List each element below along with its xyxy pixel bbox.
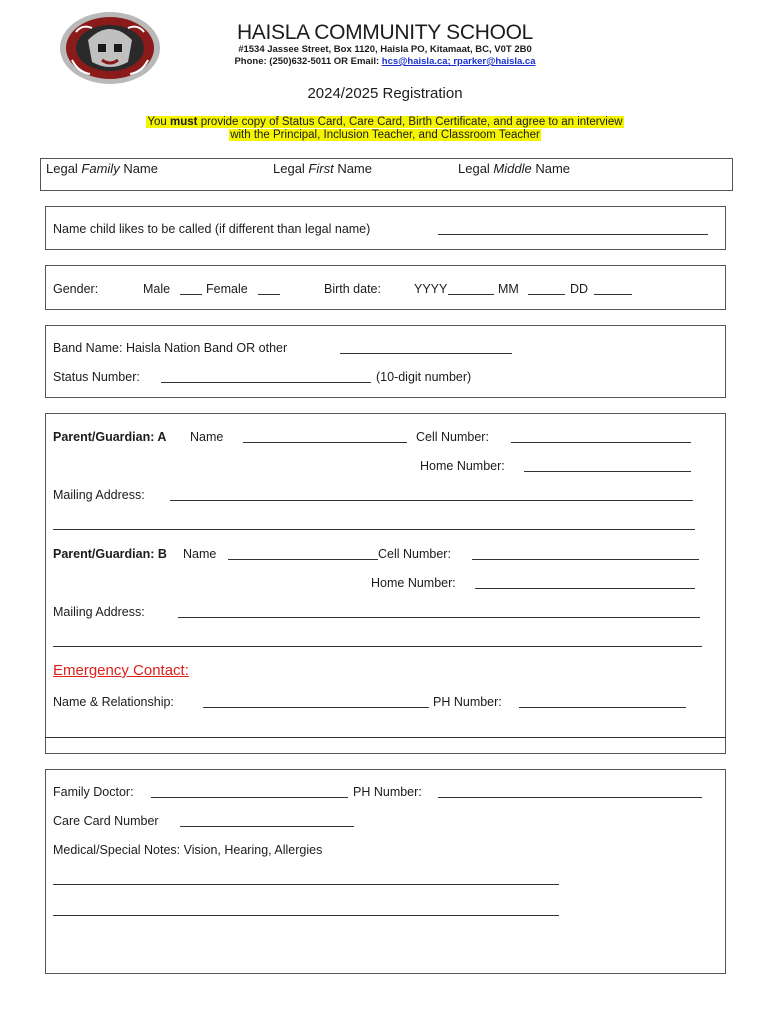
month-label: MM bbox=[498, 282, 519, 296]
guardian-b-mailing-field-2[interactable] bbox=[53, 646, 702, 647]
guardian-b-name-field[interactable] bbox=[228, 559, 378, 560]
emergency-relationship-label: Name & Relationship: bbox=[53, 695, 174, 709]
status-number-hint: (10-digit number) bbox=[376, 370, 472, 384]
emergency-relationship-field[interactable] bbox=[203, 707, 429, 708]
legal-first-name-label[interactable]: Legal First Name bbox=[273, 161, 372, 176]
medical-notes-field-1[interactable] bbox=[53, 884, 559, 885]
family-doctor-field[interactable] bbox=[151, 797, 348, 798]
guardian-b-cell-field[interactable] bbox=[472, 559, 699, 560]
school-address: #1534 Jassee Street, Box 1120, Haisla PO, Kitamaat, BC, V0T 2B0 bbox=[238, 44, 532, 55]
care-card-field[interactable] bbox=[180, 826, 354, 827]
preferred-name-label: Name child likes to be called (if different than legal name) bbox=[53, 222, 371, 236]
male-label: Male bbox=[143, 282, 171, 296]
guardian-a-home-field[interactable] bbox=[524, 471, 691, 472]
band-name-field[interactable] bbox=[340, 353, 512, 354]
medical-notes-field-2[interactable] bbox=[53, 915, 559, 916]
guardian-b-cell-label: Cell Number: bbox=[378, 547, 451, 561]
guardian-a-mailing-field-2[interactable] bbox=[53, 529, 695, 530]
guardian-b-home-field[interactable] bbox=[475, 588, 695, 589]
guardian-a-cell-field[interactable] bbox=[511, 442, 691, 443]
doctor-ph-label: PH Number: bbox=[353, 785, 422, 799]
preferred-name-field[interactable] bbox=[438, 234, 708, 235]
doctor-ph-field[interactable] bbox=[438, 797, 702, 798]
guardian-a-cell-label: Cell Number: bbox=[416, 430, 489, 444]
form-title: 2024/2025 Registration bbox=[307, 85, 463, 102]
status-number-field[interactable] bbox=[161, 382, 371, 383]
male-field[interactable] bbox=[180, 294, 202, 295]
school-name: HAISLA COMMUNITY SCHOOL bbox=[236, 21, 534, 44]
female-label: Female bbox=[206, 282, 248, 296]
legal-middle-name-label[interactable]: Legal Middle Name bbox=[458, 161, 571, 176]
guardian-a-mailing-label: Mailing Address: bbox=[53, 488, 145, 502]
medical-box bbox=[45, 769, 726, 974]
emergency-contact-heading: Emergency Contact: bbox=[53, 662, 189, 679]
month-field[interactable] bbox=[528, 294, 565, 295]
guardian-a-name-field[interactable] bbox=[243, 442, 407, 443]
emergency-divider bbox=[45, 737, 726, 738]
female-field[interactable] bbox=[258, 294, 280, 295]
day-field[interactable] bbox=[594, 294, 632, 295]
email-link[interactable]: hcs@haisla.ca; rparker@haisla.ca bbox=[381, 56, 536, 67]
medical-notes-label: Medical/Special Notes: Vision, Hearing, Allergies bbox=[53, 843, 323, 857]
guardian-a-home-label: Home Number: bbox=[420, 459, 505, 473]
notice-line-2: with the Principal, Inclusion Teacher, and Classroom Teacher bbox=[230, 129, 540, 141]
guardian-b-name-label: Name bbox=[183, 547, 217, 561]
notice-line-1: You must provide copy of Status Card, Care Card, Birth Certificate, and agree to an interview bbox=[147, 116, 623, 128]
school-contact bbox=[0, 56, 770, 67]
year-label: YYYY bbox=[414, 282, 448, 296]
guardian-b-mailing-label: Mailing Address: bbox=[53, 605, 145, 619]
guardian-b-home-label: Home Number: bbox=[371, 576, 456, 590]
birth-date-label: Birth date: bbox=[324, 282, 381, 296]
year-field[interactable] bbox=[448, 294, 494, 295]
family-doctor-label: Family Doctor: bbox=[53, 785, 134, 799]
phone-text: Phone: (250)632-5011 OR Email: bbox=[234, 56, 382, 67]
guardian-a-label: Parent/Guardian: A bbox=[53, 430, 167, 444]
care-card-label: Care Card Number bbox=[53, 814, 159, 828]
band-name-label: Band Name: Haisla Nation Band OR other bbox=[53, 341, 288, 355]
band-box bbox=[45, 325, 726, 398]
guardian-b-mailing-field[interactable] bbox=[178, 617, 700, 618]
emergency-ph-label: PH Number: bbox=[433, 695, 502, 709]
emergency-ph-field[interactable] bbox=[519, 707, 686, 708]
day-label: DD bbox=[570, 282, 589, 296]
guardian-a-mailing-field[interactable] bbox=[170, 500, 693, 501]
status-number-label: Status Number: bbox=[53, 370, 140, 384]
guardian-a-name-label: Name bbox=[190, 430, 224, 444]
gender-label: Gender: bbox=[53, 282, 99, 296]
legal-family-name-label[interactable]: Legal Family Name bbox=[46, 161, 158, 176]
guardian-b-label: Parent/Guardian: B bbox=[53, 547, 167, 561]
